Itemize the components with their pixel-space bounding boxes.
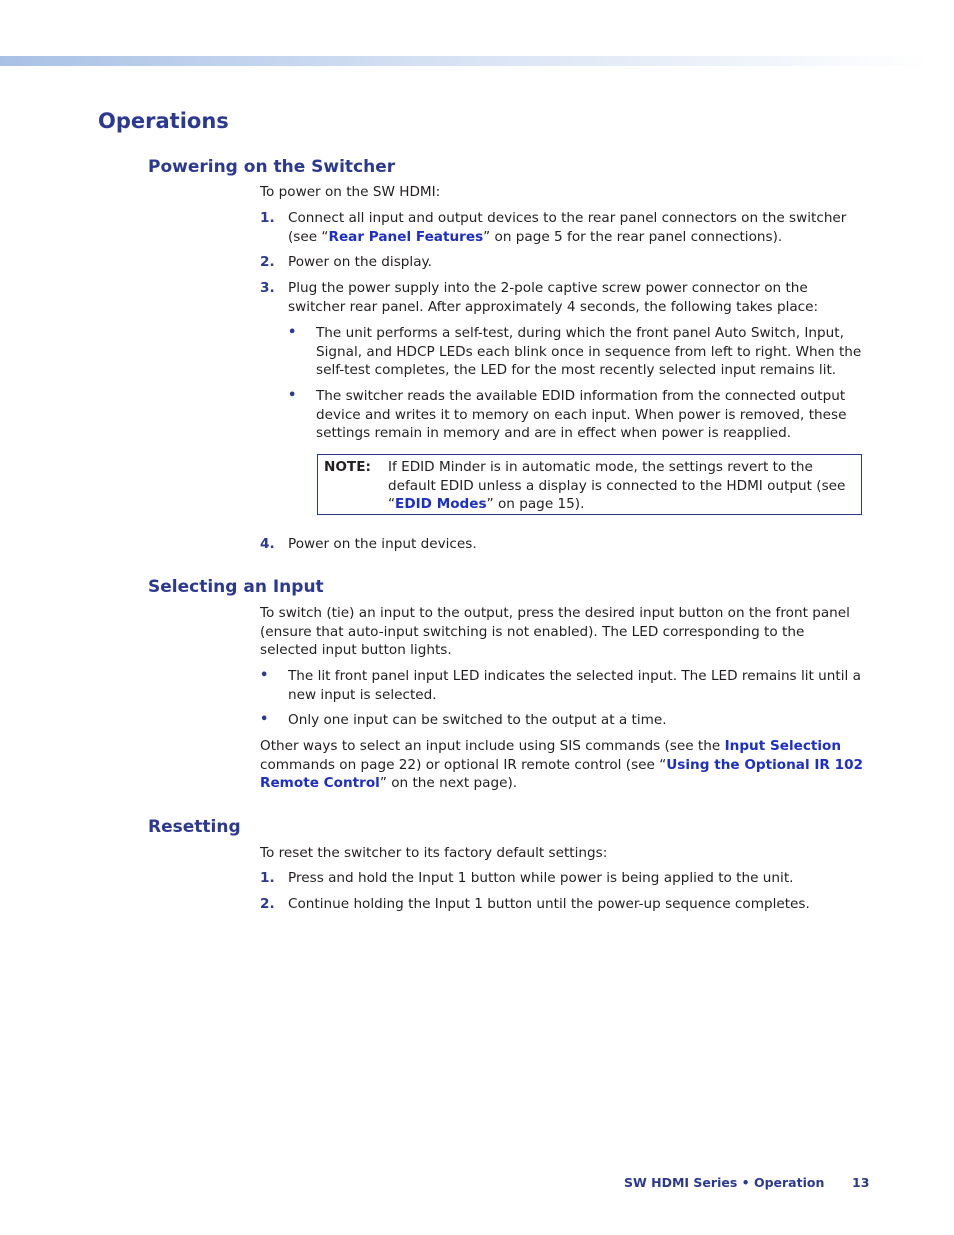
note-box [317,454,862,515]
powering-step-2 [260,253,866,272]
footer-title: SW HDMI Series • Operation [624,1175,825,1190]
step-text: Plug the power supply into the 2-pole captive screw power connector on the switcher rear panel. After approximately 4 seconds, the following takes place: [288,280,819,315]
step-number: 3. [260,280,275,296]
step-text: Connect all input and output devices to the rear panel connectors on the switcher (see “Rear Panel Features” on page 5 for the rear panel connections). [288,210,847,245]
resetting-intro: To reset the switcher to its factory default settings: [260,845,608,861]
powering-intro: To power on the SW HDMI: [260,184,441,200]
step-number: 4. [260,536,275,552]
selecting-intro: To switch (tie) an input to the output, press the desired input button on the front panel (ensure that auto-input switching is not enabled). The LED corresponding to the selected input button lights. [260,605,850,659]
resetting-step-2 [260,895,866,914]
bullet-glyph: • [288,388,297,403]
link-input-selection[interactable]: Input Selection [724,738,842,754]
bullet-text: The lit front panel input LED indicates the selected input. The LED remains lit until a new input is selected. [288,668,861,703]
powering-step-1 [260,209,866,246]
bullet-text: The unit performs a self-test, during which the front panel Auto Switch, Input, Signal, and HDCP LEDs each blink once in sequence from left to right. When the self-test completes, the LED for the most recently selected input remains lit. [316,325,862,379]
note-text: If EDID Minder is in automatic mode, the settings revert to the default EDID unless a display is connected to the HDMI output (see “EDID Modes” on page 15). [388,459,846,513]
step-text: Press and hold the Input 1 button while power is being applied to the unit. [288,870,794,886]
selecting-bullet-2 [260,711,866,730]
heading-resetting: Resetting [148,817,241,837]
selecting-other-ways: Other ways to select an input include using SIS commands (see the Input Selection commands on page 22) or optional IR remote control (see “Using the Optional IR 102 Remote Control” on the next page). [260,738,863,792]
bullet-glyph: • [260,712,269,727]
step-number: 2. [260,896,275,912]
link-edid-modes[interactable]: EDID Modes [395,496,487,513]
step-text: Continue holding the Input 1 button until the power-up sequence completes. [288,896,810,912]
powering-bullet-1 [288,324,866,380]
resetting-step-1 [260,869,866,888]
powering-bullet-2 [288,387,866,443]
step-text: Power on the input devices. [288,536,477,552]
bullet-glyph: • [260,668,269,683]
heading-selecting-input: Selecting an Input [148,577,324,597]
link-ir-remote-control[interactable]: Using the Optional IR 102 Remote Control [260,756,863,792]
header-gradient-bar [0,56,930,66]
link-rear-panel-features[interactable]: Rear Panel Features [328,228,484,245]
step-number: 2. [260,254,275,270]
selecting-bullet-1 [260,667,866,704]
step-number: 1. [260,210,275,226]
step-text: Power on the display. [288,254,432,270]
powering-step-4 [260,535,866,554]
bullet-glyph: • [288,325,297,340]
bullet-text: The switcher reads the available EDID information from the connected output device and writes it to memory on each input. When power is removed, these settings remain in memory and are in effect when power is reapplied. [316,388,847,442]
note-label: NOTE: [324,459,371,475]
step-number: 1. [260,870,275,886]
section-title-operations: Operations [98,109,229,133]
heading-powering-on: Powering on the Switcher [148,157,396,177]
page-number: 13 [852,1175,870,1190]
powering-step-3 [260,279,866,316]
bullet-text: Only one input can be switched to the output at a time. [288,712,667,728]
